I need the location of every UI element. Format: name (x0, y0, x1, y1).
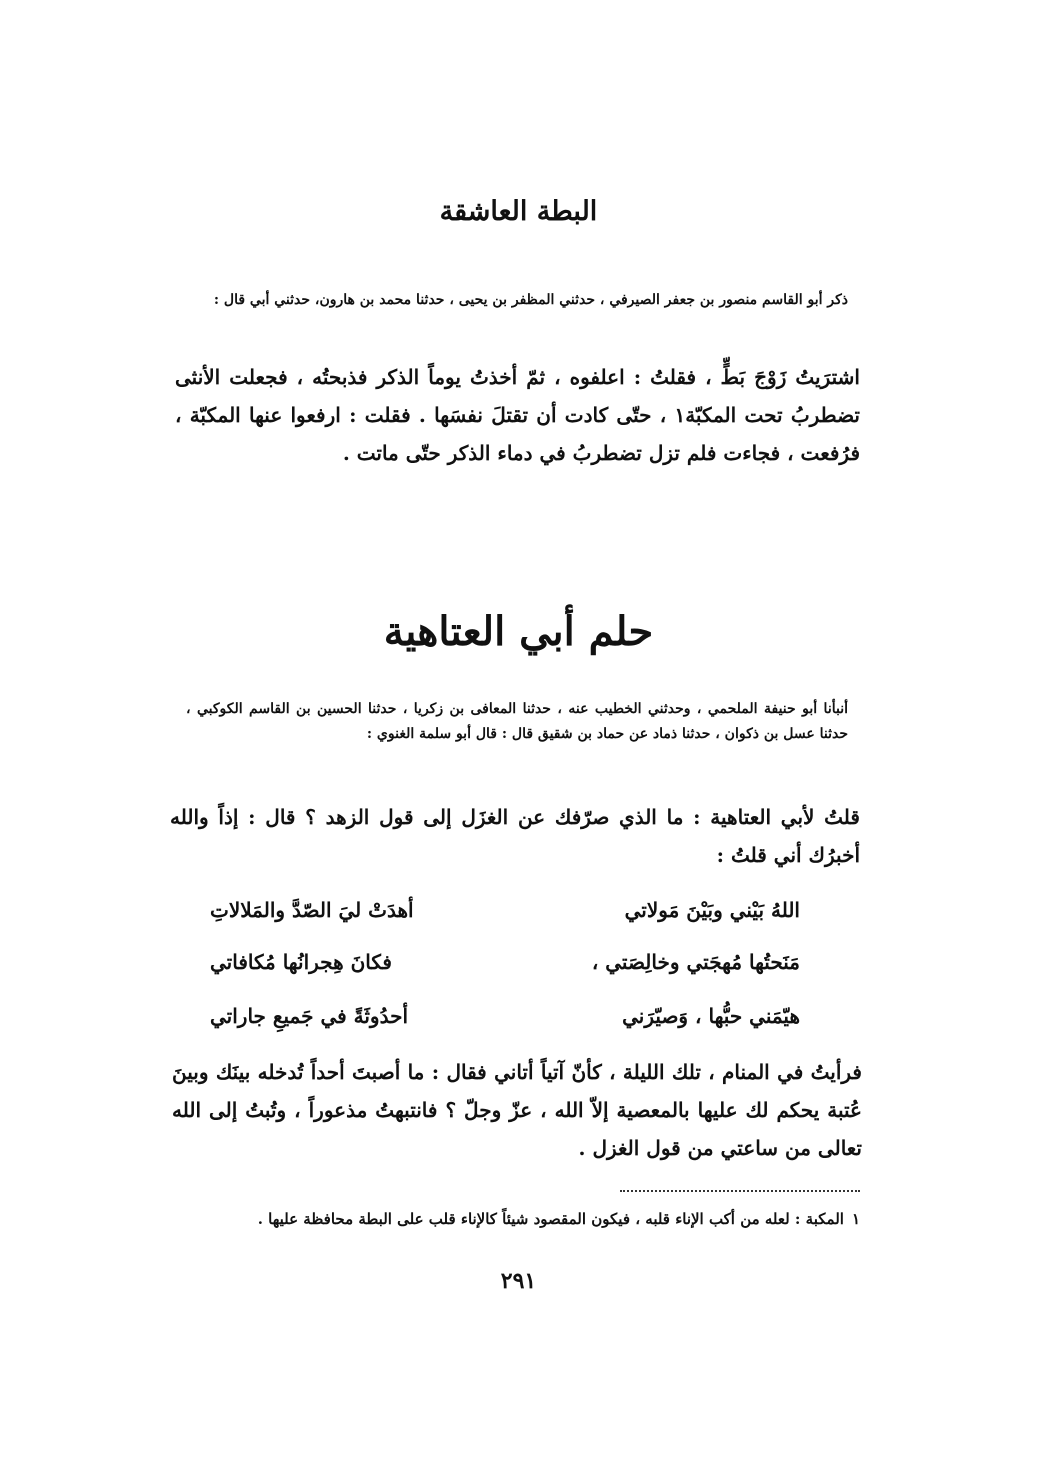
verse-second-hemistich: فكانَ هِجرانُها مُكافاتي (210, 950, 392, 974)
footnote-text: المكبة : لعله من أكب الإناء قلبه ، فيكون المقصود شيئاً كالإناء قلب على البطة محافظة عليها . (257, 1210, 844, 1228)
section-title: البطة العاشقة (439, 196, 598, 227)
story-paragraph: فرأيتُ في المنام ، تلك الليلة ، كأنّ آتياً أتاني فقال : ما أصبتَ أحداً تُدخله بينَك وبينَ عُتبة يحكم لك عليها بالمعصية إلاّ الله ، عزّ وجلّ ؟ فانتبهتُ مذعوراً ، وتُبتُ إلى الله تعالى من ساعتي من قول الغزل . (172, 1060, 862, 1160)
verse-first-hemistich: هيّمَني حبُّها ، وَصيّرَني (622, 1004, 800, 1028)
page-number: ٢٩١ (500, 1268, 537, 1294)
verse-second-hemistich: أهدَتْ ليَ الصّدَّ والمَلالاتِ (210, 898, 414, 922)
story-paragraph: قلتُ لأبي العتاهية : ما الذي صرّفك عن الغزَل إلى قول الزهد ؟ قال : إذاً والله أخبرُك أني قلتُ : (170, 805, 860, 867)
poem-verse (210, 898, 800, 940)
section-title: حلم أبي العتاهية (383, 608, 654, 655)
footnote-number: ١ (851, 1210, 860, 1228)
verse-first-hemistich: مَنَحتُها مُهجَتي وخالِصَتي ، (591, 950, 800, 974)
verse-first-hemistich: اللهُ بَيْني وبَيْنَ مَولاتي (624, 898, 800, 922)
story-paragraph: اشترَيتُ زَوْجَ بَطٍّ ، فقلتُ : اعلفوه ، ثمّ أخذتُ يوماً الذكر فذبحتُه ، فجعلت الأنثى تضطربُ تحت المكبّة١ ، حتّى كادت أن تقتلَ نفسَها . فقلت : ارفعوا عنها المكبّة ، فرُفعت ، فجاءت فلم تزل تضطربُ في دماء الذكر حتّى ماتت . (175, 365, 860, 465)
footnote (190, 1210, 860, 1228)
footnote-separator (620, 1190, 860, 1192)
verse-second-hemistich: أحدُوثَةً في جَميعِ جاراتي (210, 1004, 408, 1028)
poem-verse (210, 950, 800, 992)
chain-of-narration: أنبأنا أبو حنيفة الملحمي ، وحدثني الخطيب عنه ، حدثنا المعافى بن زكريا ، حدثنا الحسين بن القاسم الكوكبي ، حدثنا عسل بن ذكوان ، حدثنا ذماد عن حماد بن شقيق قال : قال أبو سلمة الغنوي : (186, 701, 848, 742)
poem-verse (210, 1004, 800, 1046)
chain-of-narration: ذكر أبو القاسم منصور بن جعفر الصيرفي ، حدثني المظفر بن يحيى ، حدثنا محمد بن هارون، حدثني أبي قال : (213, 292, 848, 308)
